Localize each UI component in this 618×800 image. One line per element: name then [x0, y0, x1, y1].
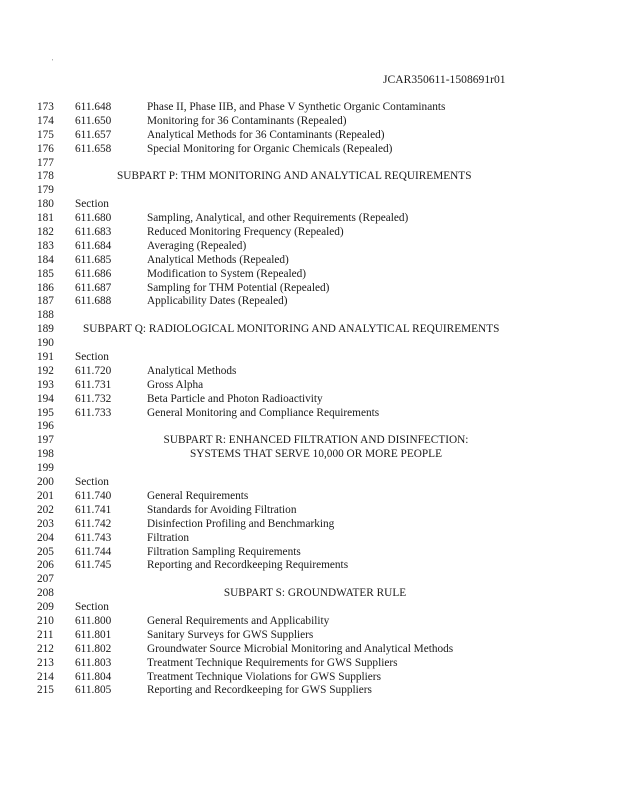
numbered-line — [0, 657, 618, 671]
section-title: Filtration — [147, 531, 190, 544]
numbered-line — [0, 559, 618, 573]
numbered-line — [0, 365, 618, 379]
line-number: 186 — [37, 281, 54, 294]
section-column-label: Section — [75, 476, 109, 489]
numbered-line — [0, 170, 618, 184]
line-number: 187 — [37, 295, 54, 308]
section-number: 611.744 — [75, 545, 112, 558]
line-number: 208 — [37, 587, 54, 600]
numbered-line — [0, 309, 618, 323]
subpart-heading: SUBPART Q: RADIOLOGICAL MONITORING AND ANALYTICAL REQUIREMENTS — [83, 323, 500, 336]
section-number: 611.687 — [75, 281, 112, 294]
numbered-line — [0, 337, 618, 351]
numbered-line — [0, 379, 618, 393]
numbered-line — [0, 101, 618, 115]
line-number: 196 — [37, 420, 54, 433]
section-number: 611.684 — [75, 239, 112, 252]
section-title: Standards for Avoiding Filtration — [147, 503, 297, 516]
section-number: 611.742 — [75, 517, 112, 530]
numbered-line — [0, 434, 618, 448]
section-title: Reduced Monitoring Frequency (Repealed) — [147, 226, 344, 239]
numbered-line — [0, 143, 618, 157]
section-number: 611.685 — [75, 253, 112, 266]
section-title: Averaging (Repealed) — [147, 239, 247, 252]
line-number: 175 — [37, 128, 54, 141]
section-number: 611.800 — [75, 614, 112, 627]
line-number: 177 — [37, 156, 54, 169]
numbered-line — [0, 684, 618, 698]
section-title: General Requirements — [147, 489, 249, 502]
section-title: Analytical Methods for 36 Contaminants (Repealed) — [147, 128, 385, 141]
section-number: 611.805 — [75, 684, 112, 697]
section-title: Groundwater Source Microbial Monitoring and Analytical Methods — [147, 642, 454, 655]
numbered-line — [0, 573, 618, 587]
line-number: 194 — [37, 392, 54, 405]
numbered-line — [0, 268, 618, 282]
line-number: 180 — [37, 198, 54, 211]
section-number: 611.720 — [75, 364, 112, 377]
section-number: 611.688 — [75, 295, 112, 308]
subpart-heading: SUBPART S: GROUNDWATER RULE — [223, 587, 407, 600]
line-number: 207 — [37, 573, 54, 586]
section-title: Disinfection Profiling and Benchmarking — [147, 517, 335, 530]
line-number: 215 — [37, 684, 54, 697]
section-title: Treatment Technique Requirements for GWS Suppliers — [147, 656, 398, 669]
numbered-line — [0, 407, 618, 421]
line-number: 203 — [37, 517, 54, 530]
line-number: 191 — [37, 351, 54, 364]
numbered-line — [0, 295, 618, 309]
line-number: 192 — [37, 364, 54, 377]
line-number: 205 — [37, 545, 54, 558]
subpart-heading: SYSTEMS THAT SERVE 10,000 OR MORE PEOPLE — [190, 448, 442, 461]
numbered-line — [0, 198, 618, 212]
numbered-line — [0, 254, 618, 268]
section-title: Sampling, Analytical, and other Requirements (Repealed) — [147, 212, 409, 225]
line-number: 213 — [37, 656, 54, 669]
numbered-line — [0, 420, 618, 434]
section-title: Sampling for THM Potential (Repealed) — [147, 281, 330, 294]
section-number: 611.804 — [75, 670, 112, 683]
line-number: 190 — [37, 337, 54, 350]
section-number: 611.732 — [75, 392, 112, 405]
section-number: 611.657 — [75, 128, 112, 141]
line-number: 198 — [37, 448, 54, 461]
section-number: 611.741 — [75, 503, 112, 516]
numbered-line — [0, 157, 618, 171]
line-number: 182 — [37, 226, 54, 239]
section-title: Monitoring for 36 Contaminants (Repealed) — [147, 114, 347, 127]
numbered-line — [0, 532, 618, 546]
line-number: 210 — [37, 614, 54, 627]
section-number: 611.686 — [75, 267, 112, 280]
line-number: 188 — [37, 309, 54, 322]
numbered-line — [0, 587, 618, 601]
line-number: 195 — [37, 406, 54, 419]
section-number: 611.731 — [75, 378, 112, 391]
line-number: 181 — [37, 212, 54, 225]
section-number: 611.658 — [75, 142, 112, 155]
numbered-line — [0, 448, 618, 462]
section-title: General Requirements and Applicability — [147, 614, 330, 627]
line-number: 176 — [37, 142, 54, 155]
line-number: 193 — [37, 378, 54, 391]
numbered-line — [0, 282, 618, 296]
section-title: Reporting and Recordkeeping Requirements — [147, 559, 349, 572]
line-number: 211 — [37, 628, 54, 641]
section-title: Reporting and Recordkeeping for GWS Suppliers — [147, 684, 372, 697]
line-number: 214 — [37, 670, 54, 683]
numbered-line — [0, 601, 618, 615]
scan-mark: ' — [52, 58, 54, 66]
line-number: 174 — [37, 114, 54, 127]
section-title: Phase II, Phase IIB, and Phase V Synthetic Organic Contaminants — [147, 101, 446, 113]
numbered-line — [0, 518, 618, 532]
numbered-line — [0, 226, 618, 240]
section-title: Gross Alpha — [147, 378, 204, 391]
line-number: 206 — [37, 559, 54, 572]
section-number: 611.801 — [75, 628, 112, 641]
section-title: Analytical Methods — [147, 364, 237, 377]
section-number: 611.745 — [75, 559, 112, 572]
section-title: Applicability Dates (Repealed) — [147, 295, 288, 308]
section-number: 611.740 — [75, 489, 112, 502]
numbered-line — [0, 490, 618, 504]
section-title: Filtration Sampling Requirements — [147, 545, 301, 558]
line-number: 201 — [37, 489, 54, 502]
line-number: 202 — [37, 503, 54, 516]
numbered-line — [0, 351, 618, 365]
section-title: General Monitoring and Compliance Requirements — [147, 406, 380, 419]
line-number: 178 — [37, 170, 54, 183]
section-number: 611.743 — [75, 531, 112, 544]
numbered-line — [0, 504, 618, 518]
section-title: Treatment Technique Violations for GWS Suppliers — [147, 670, 381, 683]
numbered-line — [0, 184, 618, 198]
numbered-line — [0, 212, 618, 226]
line-number: 199 — [37, 462, 54, 475]
line-number: 179 — [37, 184, 54, 197]
numbered-line — [0, 629, 618, 643]
section-title: Modification to System (Repealed) — [147, 267, 307, 280]
line-number: 212 — [37, 642, 54, 655]
section-number: 611.650 — [75, 114, 112, 127]
section-number: 611.733 — [75, 406, 112, 419]
line-number: 200 — [37, 476, 54, 489]
numbered-line — [0, 671, 618, 685]
section-title: Special Monitoring for Organic Chemicals (Repealed) — [147, 142, 393, 155]
section-column-label: Section — [75, 601, 109, 614]
line-number: 204 — [37, 531, 54, 544]
table-of-contents — [0, 101, 618, 698]
line-number: 184 — [37, 253, 54, 266]
numbered-line — [0, 393, 618, 407]
line-number: 183 — [37, 239, 54, 252]
numbered-line — [0, 643, 618, 657]
section-number: 611.803 — [75, 656, 112, 669]
numbered-line — [0, 129, 618, 143]
subpart-heading: SUBPART P: THM MONITORING AND ANALYTICAL REQUIREMENTS — [117, 170, 472, 183]
numbered-line — [0, 462, 618, 476]
numbered-line — [0, 476, 618, 490]
section-column-label: Section — [75, 351, 109, 364]
subpart-heading: SUBPART R: ENHANCED FILTRATION AND DISINFECTION: — [163, 434, 469, 447]
section-number: 611.648 — [75, 101, 112, 113]
line-number: 209 — [37, 601, 54, 614]
line-number: 173 — [37, 101, 54, 113]
section-title: Sanitary Surveys for GWS Suppliers — [147, 628, 314, 641]
numbered-line — [0, 615, 618, 629]
section-number: 611.680 — [75, 212, 112, 225]
section-number: 611.802 — [75, 642, 112, 655]
numbered-line — [0, 240, 618, 254]
line-number: 189 — [37, 323, 54, 336]
numbered-line — [0, 115, 618, 129]
section-title: Beta Particle and Photon Radioactivity — [147, 392, 323, 405]
numbered-line — [0, 546, 618, 560]
section-number: 611.683 — [75, 226, 112, 239]
section-title: Analytical Methods (Repealed) — [147, 253, 289, 266]
numbered-line — [0, 323, 618, 337]
document-id: JCAR350611-1508691r01 — [383, 73, 506, 86]
line-number: 197 — [37, 434, 54, 447]
line-number: 185 — [37, 267, 54, 280]
section-column-label: Section — [75, 198, 109, 211]
